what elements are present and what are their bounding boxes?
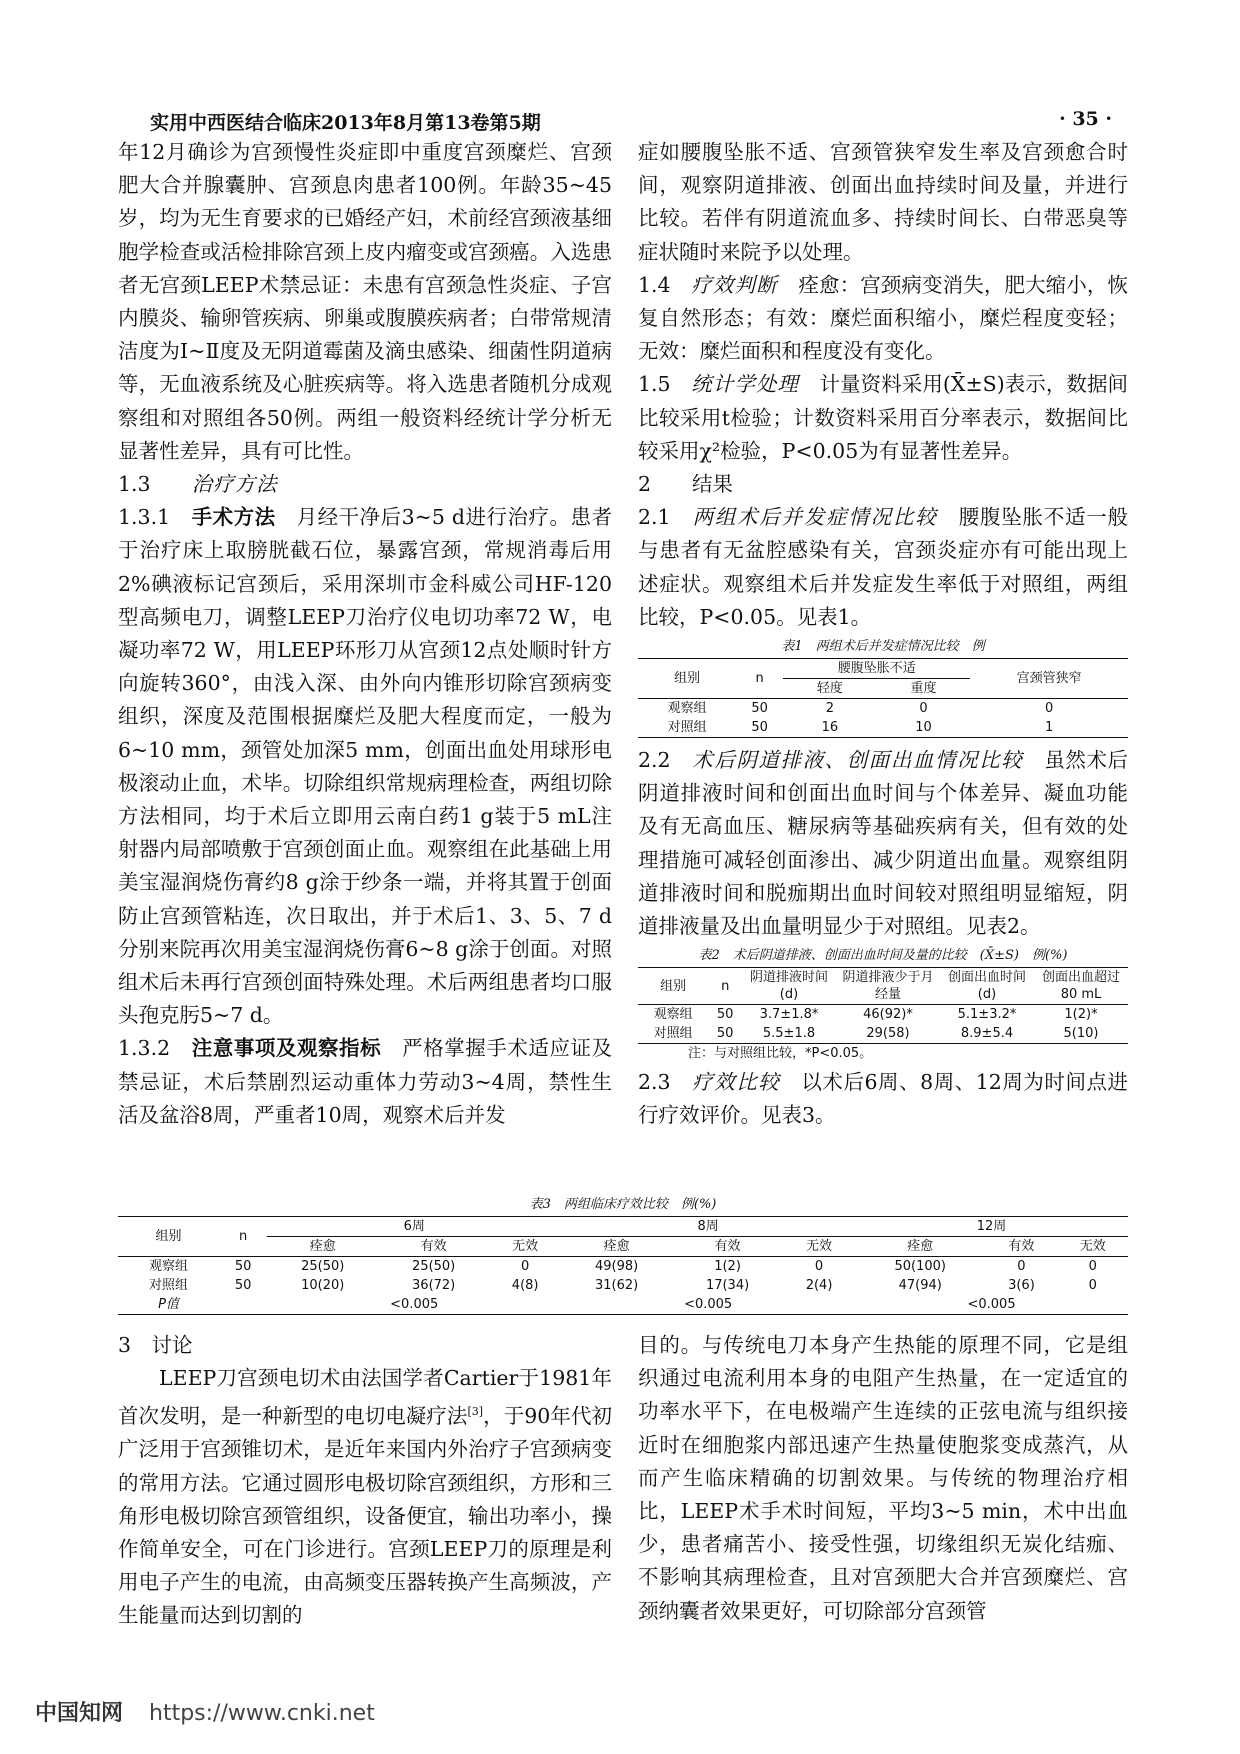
t1-h-severe: 重度 (877, 679, 971, 699)
discussion-paragraph-2: 目的。与传统电刀本身产生热能的原理不同，它是组织通过电流利用本身的电阻产生热量，在一定适宜的功率水平下，在电极端产生连续的正弦电流与组织接近时在细胞浆内部迅速产生热量使胞浆变成蒸汽，从而产生临床精确的切割效果。与传统的物理治疗相比，LEEP术手术时间短，平均3~5 min，术中出血少，患者痛苦小、接受性强，切缘组织无炭化结痂、不影响其病理检查，且对宫颈肥大合并宫颈糜烂、宫颈纳囊者效果更好，可切除部分宫颈管 (638, 1333, 1128, 1623)
section-2-2: 2.2 术后阴道排液、创面出血情况比较 虽然术后阴道排液时间和创面出血时间与个体差异、凝血功能及有无高血压、糖尿病等基础疾病有关，但有效的处理措施可减轻创面渗出、减少阴道出血量。观察组阴道排液时间和脱痂期出血时间较对照组明显缩短，阴道排液量及出血量明显少于对照组。见表2。 (638, 748, 1129, 939)
t1-h-mild: 轻度 (783, 679, 877, 699)
table-3-block (118, 1196, 1128, 1315)
table-3-caption: 表3 两组临床疗效比较 例(%) (529, 1197, 717, 1212)
table-row: 对照组 50 10(20) 36(72) 4(8) 31(62) 17(34) 2(4) 47(94) 3(6) 0 (149, 1278, 1097, 1293)
t3-h-none: 无效 (1079, 1239, 1106, 1254)
table-row: 观察组 50 2 0 0 (667, 701, 1054, 717)
left-column (118, 136, 612, 1132)
t3-h-w6: 6周 (267, 1217, 561, 1237)
t2-h-c3: 创面出血时间(d) (947, 970, 1026, 1003)
table-1-caption: 表1 两组术后并发症情况比较 例 (781, 639, 985, 655)
page-number: · 35 · (1059, 108, 1112, 130)
table-row: 观察组 50 25(50) 25(50) 0 49(98) 1(2) 0 50(100) 0 0 (149, 1259, 1097, 1274)
t3-h-eff: 有效 (1008, 1239, 1035, 1254)
methods-continued: 症如腰腹坠胀不适、宫颈管狭窄发生率及宫颈愈合时间，观察阴道排液、创面出血持续时间及量，并进行比较。若伴有阴道流血多、持续时间长、白带恶臭等症状随时来院予以处理。 (638, 140, 1128, 264)
t3-h-none: 无效 (512, 1239, 539, 1254)
t3-h-n: n (219, 1217, 267, 1257)
running-header-journal: 实用中西医结合临床2013年8月第13卷第5期 (150, 112, 541, 134)
section-2-heading: 2 结果 (638, 472, 734, 497)
right-column (638, 136, 1128, 1133)
table-3 (118, 1216, 1128, 1315)
table-2-caption: 表2 术后阴道排液、创面出血时间及量的比较 (X̄±S) 例(%) (698, 948, 1068, 964)
t3-h-cure: 痊愈 (907, 1239, 934, 1254)
t3-h-eff: 有效 (714, 1239, 741, 1254)
discussion-paragraph-1: LEEP刀宫颈电切术由法国学者Cartier于1981年首次发明，是一种新型的电切电凝疗法[3]，于90年代初广泛用于宫颈锥切术，是近年来国内外治疗子宫颈病变的常用方法。它通过圆形电极切除宫颈组织，方形和三角形电极切除宫颈管组织，设备便宜，输出功率小，操作简单安全，可在门诊进行。宫颈LEEP刀的原理是利用电子产生的电流，由高频变压器转换产生高频波，产生能量而达到切割的 (118, 1366, 613, 1628)
table-1 (638, 658, 1128, 738)
t1-h-stenosis: 宫颈管狭窄 (970, 659, 1128, 699)
section-1-3-2: 1.3.2 注意事项及观察指标 严格掌握手术适应证及禁忌证，术后禁剧烈运动重体力劳动3~4周，禁性生活及盆浴8周，严重者10周，观察术后并发 (118, 1036, 613, 1127)
t2-h-c4: 创面出血超过80 mL (1041, 970, 1120, 1003)
t3-h-cure: 痊愈 (309, 1239, 336, 1254)
section-1-3-heading: 1.3 治疗方法 (118, 472, 278, 497)
t3-h-cure: 痊愈 (603, 1239, 630, 1254)
t3-h-w12: 12周 (855, 1217, 1128, 1237)
table-2 (638, 967, 1128, 1044)
table-2-note: 注：与对照组比较，*P<0.05。 (688, 1046, 873, 1062)
discussion-left (118, 1329, 612, 1633)
section-1-4: 1.4 疗效判断 痊愈：宫颈病变消失，肥大缩小，恢复自然形态；有效：糜烂面积缩小，糜烂程度变轻；无效：糜烂面积和程度没有变化。 (638, 272, 1129, 364)
section-3-heading: 3 讨论 (118, 1333, 193, 1357)
discussion-right (638, 1329, 1128, 1628)
t3-h-w8: 8周 (561, 1217, 855, 1237)
section-1-5: 1.5 统计学处理 计量资料采用(X̄±S)表示，数据间比较采用t检验；计数资料采用百分率表示，数据间比较采用χ²检验，P<0.05为有显著性差异。 (638, 372, 1129, 463)
footer-watermark (35, 1696, 375, 1727)
section-1-3-1: 1.3.1 手术方法 月经干净后3~5 d进行治疗。患者于治疗床上取膀胱截石位，暴露宫颈，常规消毒后用2%碘液标记宫颈后，采用深圳市金科威公司HF-120型高频电刀，调整LEEP刀治疗仪电切功率72 W，电凝功率72 W，用LEEP环形刀从宫颈12点处顺时针方向旋转360°，由浅入深、由外向内锥形切除宫颈病变组织，深度及范围根据糜烂及肥大程度而定，一般为6~10 mm，颈管处加深5 mm，创面出血处用球形电极滚动止血，术毕。切除组织常规病理检查，两组切除方法相同，均于术后立即用云南白药1 g装于5 mL注射器内局部喷敷于宫颈创面止血。观察组在此基础上用美宝湿润烧伤膏约8 g涂于纱条一端，并将其置于创面防止宫颈管粘连，次日取出，并于术后1、3、5、7 d分别来院再次用美宝湿润烧伤膏6~8 g涂于创面。对照组术后未再行宫颈创面特殊处理。术后两组患者均口服头孢克肟5~7 d。 (118, 505, 613, 1028)
t2-h-group: 组别 (660, 978, 687, 994)
section-2-1: 2.1 两组术后并发症情况比较 腰腹坠胀不适一般与患者有无盆腔感染有关，宫颈炎症亦有可能出现上述症状。观察组术后并发症发生率低于对照组，两组比较，P<0.05。见表1。 (638, 505, 1129, 629)
cnki-url[interactable]: https://www.cnki.net (149, 1701, 375, 1726)
t2-h-c1: 阴道排液时间(d) (749, 970, 828, 1003)
t3-h-group: 组别 (118, 1217, 219, 1257)
table-row: 对照组 50 16 10 1 (638, 718, 1128, 738)
t2-h-n: n (721, 978, 730, 994)
section-2-3: 2.3 疗效比较 以术后6周、8周、12周为时间点进行疗效评价。见表3。 (638, 1070, 1129, 1128)
cnki-logo: 中国知网 (35, 1701, 124, 1726)
t2-h-c2: 阴道排液少于月经量 (842, 970, 934, 1003)
t1-h-n: n (736, 659, 783, 699)
table-row-p: P值 <0.005 <0.005 <0.005 (118, 1295, 1128, 1315)
intro-paragraph: 年12月确诊为宫颈慢性炎症即中重度宫颈糜烂、宫颈肥大合并腺囊肿、宫颈息肉患者100例。年龄35~45岁，均为无生育要求的已婚经产妇，术前经宫颈液基细胞学检查或活检排除宫颈上皮内瘤变或宫颈癌。入选患者无宫颈LEEP术禁忌证：未患有宫颈急性炎症、子宫内膜炎、输卵管疾病、卵巢或腹膜疾病者；白带常规清洁度为Ⅰ~Ⅱ度及无阴道霉菌及滴虫感染、细菌性阴道病等，无血液系统及心脏疾病等。将入选患者随机分成观察组和对照组各50例。两组一般资料经统计学分析无显著性差异，具有可比性。 (118, 140, 612, 463)
t1-h-pain: 腰腹坠胀不适 (783, 659, 970, 679)
t3-h-eff: 有效 (420, 1239, 447, 1254)
t3-h-none: 无效 (806, 1239, 833, 1254)
table-row: 对照组 50 5.5±1.8 29(58) 8.9±5.4 5(10) (638, 1024, 1128, 1044)
table-row: 观察组 50 3.7±1.8* 46(92)* 5.1±3.2* 1(2)* (653, 1007, 1098, 1023)
t1-h-group: 组别 (638, 659, 736, 699)
